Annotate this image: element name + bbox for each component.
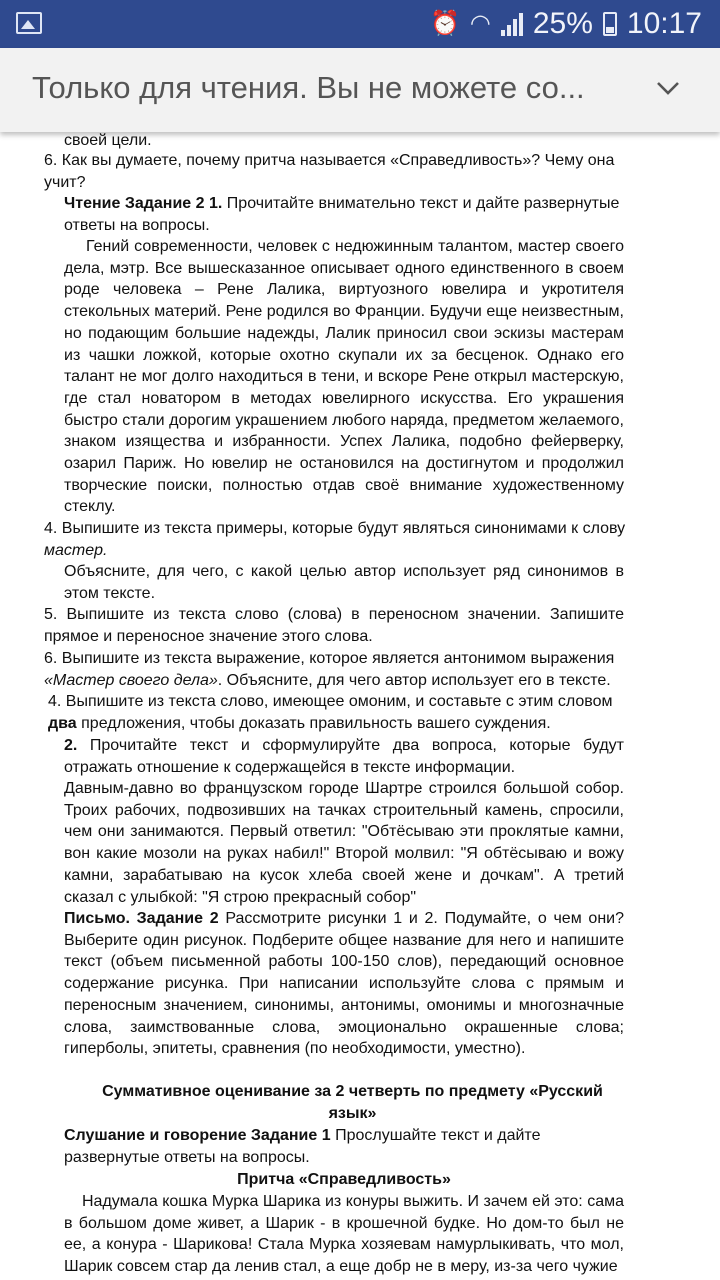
q4-word: мастер. [44,541,108,559]
chevron-down-icon[interactable] [654,74,682,102]
text-line: своей цели. [64,132,152,149]
battery-icon [603,12,617,36]
task-2-text: Прочитайте текст и сформулируйте два вопроса, которые будут отражать отношение к содержащейся в тексте информации. [64,737,624,776]
parable-title: Притча «Справедливость» [237,1171,451,1188]
reading-task-number: 1. [209,195,223,212]
listening-task-text: Прослушайте текст и дайте развернутые ответы на вопросы. [64,1127,541,1166]
alarm-icon: ⏰ [430,10,460,37]
q6b-rest: . Объясните, для чего автор использует его в тексте. [217,671,611,689]
q4b-bold: два [48,714,77,732]
reading-task-label: Чтение Задание 2 [64,195,205,212]
q4-text: 4. Выпишите из текста примеры, которые будут являться синонимами к слову [44,520,626,537]
document-page [0,126,720,1280]
listening-task [64,1125,624,1168]
q6b-text: 6. Выпишите из текста выражение, которое является антонимом выражения [44,650,615,667]
wifi-icon: ◠ [469,10,491,37]
task-2-number: 2. [64,737,78,754]
signal-icon [501,12,523,36]
read-only-banner[interactable] [0,48,720,132]
listening-task-label: Слушание и говорение Задание 1 [64,1127,331,1144]
q5-text: 5. Выпишите из текста слово (слова) в переносном значении. Запишите прямое и переносное значение этого слова. [44,606,624,645]
q4b-text: 4. Выпишите из текста слово, имеющее омоним, и составьте с этим словом [48,693,613,710]
chartres-paragraph: Давным-давно во французском городе Шартре строился большой собор. Троих рабочих, подвозивших на тачках строительный камень, спросили, чем они занимаются. Первый ответил: "Обтёсываю эти проклятые камни, вон какие мозоли на руках набил!" Второй молвил: "Я обтёсываю и вожу камни, зарабатываю на кусок хлеба своей жене и дочкам". А третий сказал с улыбкой: "Я строю прекрасный собор" [64,780,624,906]
writing-task-label: Письмо. Задание 2 [64,910,219,927]
reading-task-header [64,193,624,236]
writing-task-text: Рассмотрите рисунки 1 и 2. Подумайте, о чем они? Выберите один рисунок. Подберите общее название для него и напишите текст (объем письменной работы 100-150 слов), передающий основное содержание рисунка. При написании используйте слова с прямым и переносным значением, синонимы, антонимы, омонимы и многозначные слова, заимствованные слова, эмоционально окрашенные слова; гиперболы, эпитеты, сравнения (по необходимости, уместно). [64,910,624,1058]
status-bar [0,0,720,48]
reading-task-text: Прочитайте внимательно текст и дайте развернутые ответы на вопросы. [64,195,620,234]
task-2-reading [64,735,624,778]
writing-task [64,908,624,1060]
clock: 10:17 [626,7,702,40]
lalique-paragraph: Гений современности, человек с недюжинным талантом, мастер своего дела, мэтр. Все вышесказанное описывает одного единственного в своем роде человека – Рене Лалика, виртуозного ювелира и укротителя стекольных материй. Рене родился во Франции. Будучи еще неизвестным, но подающим большие надежды, Лалик приносил свои эскизы мастерам из чашки ложкой, которые охотно скупали их за бесценок. Однако его талант не мог долго находиться в тени, и вскоре Рене открыл мастерскую, где стал новатором в методах ювелирного искусства. Его украшения быстро стали дорогим украшением любого наряда, предметом желаемого, знаком изящества и избранности. Успех Лалика, подобно фейерверку, озарил Париж. Но ювелир не остановился на достигнутом и продолжил творческие поиски, полностью отдав своё внимание художественному стеклу. [64,238,624,516]
parable-paragraph: Надумала кошка Мурка Шарика из конуры выжить. И зачем ей это: сама в большом доме живет, а Шарик - в крошечной будке. Но дом-то был не ее, а конура - Шарикова! Стала Мурка хозяевам намурлыкивать, что мол, Шарик совсем стар да ленив стал, а еще добр не в меру, из-за чего чужие [64,1193,624,1276]
battery-percent: 25% [532,7,593,40]
question-6-why: 6. Как вы думаете, почему притча называется «Справедливость»? Чему она учит? [44,152,615,191]
question-4-explain: Объясните, для чего, с какой целью автор использует ряд синонимов в этом тексте. [64,563,624,602]
question-4-homonym [48,691,628,734]
question-5-figurative [44,604,624,647]
gallery-icon [16,12,42,34]
status-right [430,6,702,42]
question-4-synonyms [44,518,626,561]
q4b-rest: предложения, чтобы доказать правильность вашего суждения. [76,714,551,732]
summative-title: Суммативное оценивание за 2 четверть по предмету «Русский язык» [102,1083,603,1122]
banner-text: Только для чтения. Вы не можете со... [32,70,585,105]
q6b-phrase: «Мастер своего дела» [44,671,218,689]
question-6-antonym [44,648,626,691]
